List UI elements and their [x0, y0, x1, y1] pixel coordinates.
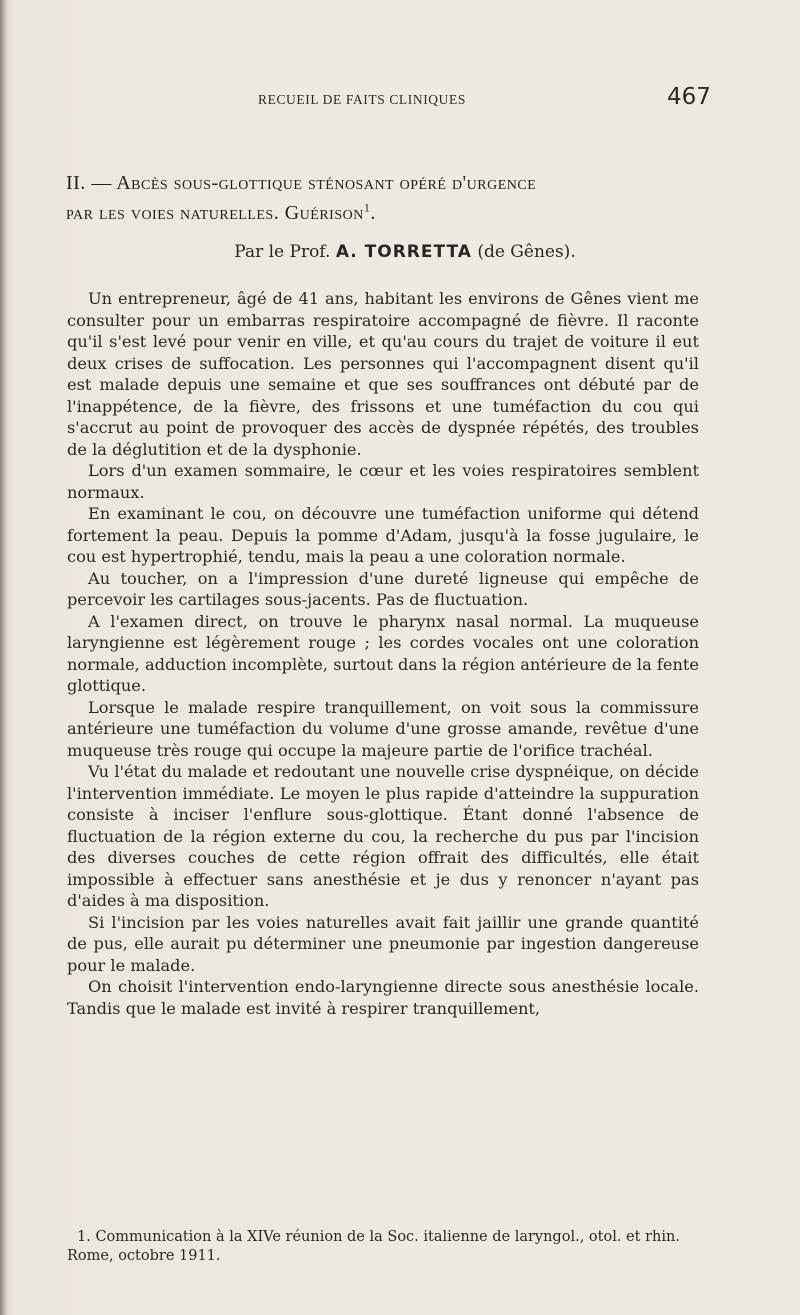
paragraph: Un entrepreneur, âgé de 41 ans, habitant les environs de Gênes vient me consulter pour un embarras respiratoire accompagné de fièvre. Il raconte qu'il s'est levé pour venir en ville, et qu'au cours du trajet de voiture il eut deux crises de suffocation. Les personnes qui l'accompagnent disent qu'il est malade depuis une semaine et que ses souffrances ont débuté par de l'inappétence, de la fièvre, des frissons et une tuméfaction du cou qui s'accrut au point de provoquer des accès de dyspnée répétés, des troubles de la déglutition et de la dysphonie. [67, 289, 699, 459]
article-title-line-2: par les voies naturelles. Guérison$^1$. [66, 200, 376, 224]
article-title-line-2-text: par les voies naturelles. Guérison [66, 202, 364, 224]
article-body [67, 288, 699, 1019]
footnote [67, 1228, 699, 1266]
page-binding-edge [0, 0, 8, 1315]
footnote-reference[interactable]: 1 [363, 200, 371, 215]
paragraph: Au toucher, on a l'impression d'une dureté ligneuse qui empêche de percevoir les cartilages sous-jacents. Pas de fluctuation. [67, 568, 699, 609]
author-name: A. TORRETTA [335, 242, 472, 262]
paragraph: En examinant le cou, on découvre une tuméfaction uniforme qui détend fortement la peau. Depuis la pomme d'Adam, jusqu'à la fosse jugulaire, le cou est hypertrophié, tendu, mais la peau a une coloration normale. [67, 504, 699, 566]
footnote-text: 1. Communication à la XIVe réunion de la Soc. italienne de laryngol., otol. et rhin. Rome, octobre 1911. [67, 1229, 680, 1264]
paragraph: On choisit l'intervention endo-laryngienne directe sous anesthésie locale. Tandis que le malade est invité à respirer tranquillement, [67, 977, 699, 1018]
page-number: 467 [667, 84, 711, 110]
paragraph: Si l'incision par les voies naturelles avait fait jaillir une grande quantité de pus, elle aurait pu déterminer une pneumonie par ingestion dangereuse pour le malade. [67, 912, 699, 975]
article-title [66, 168, 716, 228]
running-head: RECUEIL DE FAITS CLINIQUES [258, 92, 466, 107]
byline-prefix: Par le Prof. [234, 242, 331, 262]
paragraph: A l'examen direct, on trouve le pharynx nasal normal. La muqueuse laryngienne est légèrement rouge ; les cordes vocales ont une coloration normale, adduction incomplète, surtout dans la région antérieure de la fente glottique. [67, 611, 699, 695]
article-title-line-1: II. — Abcès sous-glottique sténosant opéré d'urgence [66, 172, 537, 194]
paragraph: Lorsque le malade respire tranquillement, on voit sous la commissure antérieure une tuméfaction du volume d'une grosse amande, revêtue d'une muqueuse très rouge qui occupe la majeure partie de l'orifice trachéal. [67, 697, 699, 760]
byline-suffix: (de Gênes). [477, 242, 576, 262]
paragraph: Lors d'un examen sommaire, le cœur et les voies respiratoires semblent normaux. [67, 461, 699, 502]
paragraph: Vu l'état du malade et redoutant une nouvelle crise dyspnéique, on décide l'intervention immédiate. Le moyen le plus rapide d'atteindre la suppuration consiste à inciser l'enflure sous-glottique. Étant donné l'absence de fluctuation de la région externe du cou, la recherche du pus par l'incision des diverses couches de cette région offrait des difficultés, elle était impossible à effectuer sans anesthésie et je dus y renoncer n'ayant pas d'aides à ma disposition. [67, 762, 699, 910]
byline [0, 242, 800, 262]
